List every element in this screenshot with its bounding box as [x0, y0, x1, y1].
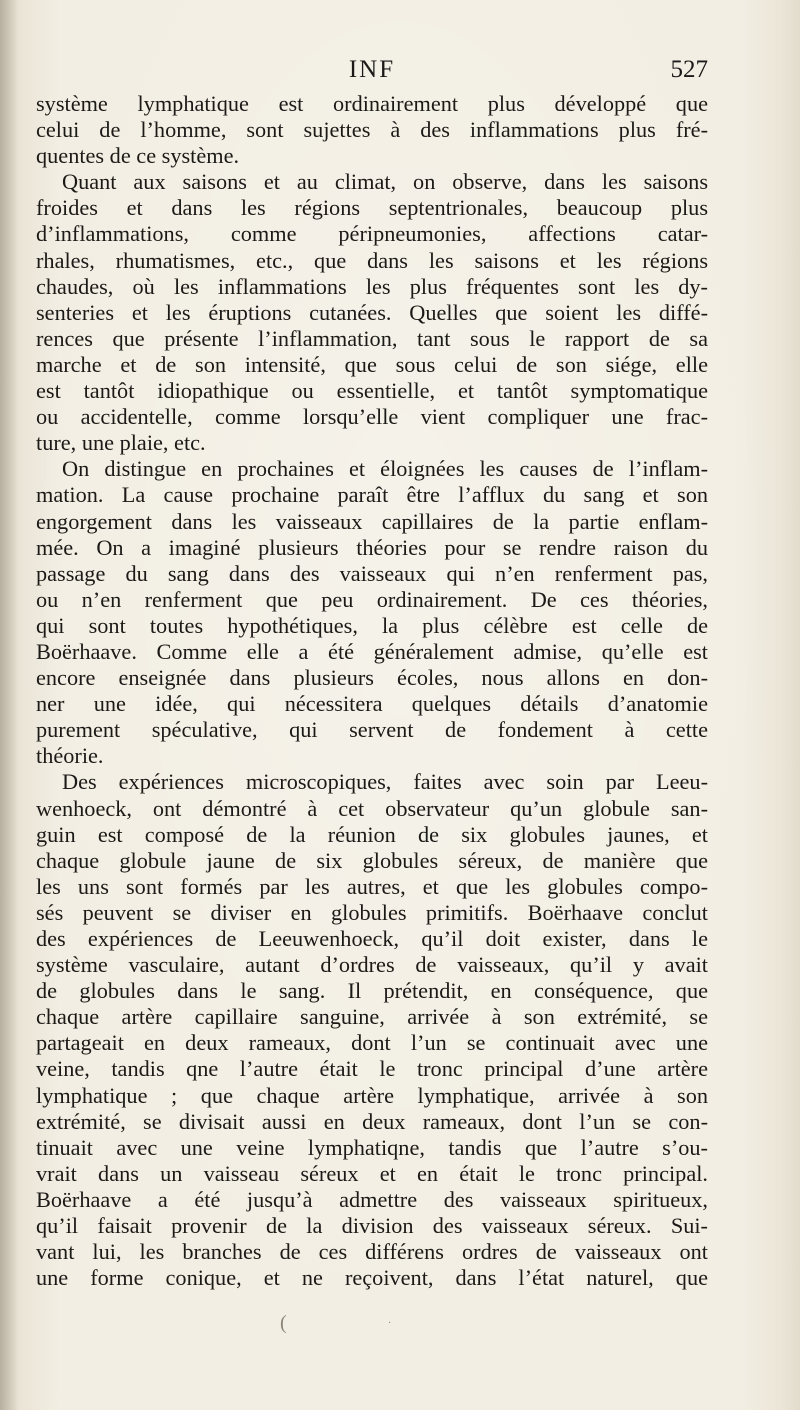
page-header	[36, 56, 708, 88]
body-text	[36, 91, 708, 1291]
text-line: purement spéculative, qui servent de fondement à cette	[36, 717, 708, 743]
text-line: guin est composé de la réunion de six globules jaunes, et	[36, 821, 708, 847]
text-line: wenhoeck, ont démontré à cet observateur qu’un globule san-	[36, 795, 708, 821]
text-line: est tantôt idiopathique ou essentielle, et tantôt symptomatique	[36, 378, 708, 404]
text-line: sés peuvent se diviser en globules primitifs. Boërhaave conclut	[36, 899, 708, 925]
text-line: système lymphatique est ordinairement plus développé que	[36, 91, 708, 116]
text-line: Boërhaave a été jusqu’à admettre des vaisseaux spiritueux,	[36, 1186, 708, 1212]
text-line: ou accidentelle, comme lorsqu’elle vient compliquer une frac-	[36, 404, 708, 430]
text-line: chaudes, où les inflammations les plus fréquentes sont les dy-	[36, 273, 708, 299]
text-line: vant lui, les branches de ces différens ordres de vaisseaux ont	[36, 1239, 708, 1265]
text-line: extrémité, se divisait aussi en deux rameaux, dont l’un se con-	[36, 1108, 708, 1134]
text-line: rhales, rhumatismes, etc., que dans les saisons et les régions	[36, 247, 708, 273]
text-line: Des expériences microscopiques, faites avec soin par Leeu-	[62, 769, 708, 795]
text-line: froides et dans les régions septentrionales, beaucoup plus	[36, 195, 708, 221]
text-line: tinuait avec une veine lymphatiqne, tandis que l’autre s’ou-	[36, 1134, 708, 1160]
text-line: quentes de ce système.	[36, 143, 240, 169]
text-line: chaque artère capillaire sanguine, arrivée à son extrémité, se	[36, 1004, 708, 1030]
binding-shadow	[0, 0, 18, 1410]
text-line: veine, tandis qne l’autre était le tronc principal d’une artère	[36, 1056, 708, 1082]
page-number: 527	[670, 56, 708, 83]
text-line: mation. La cause prochaine paraît être l’afflux du sang et son	[36, 482, 708, 508]
text-line: marche et de son intensité, que sous celui de son siége, elle	[36, 351, 708, 377]
text-line: une forme conique, et ne reçoivent, dans l’état naturel, que	[36, 1265, 708, 1291]
text-line: encore enseignée dans plusieurs écoles, nous allons en don-	[36, 665, 708, 691]
text-line: chaque globule jaune de six globules séreux, de manière que	[36, 847, 708, 873]
text-line: lymphatique ; que chaque artère lymphatique, arrivée à son	[36, 1082, 708, 1108]
text-line: d’inflammations, comme péripneumonies, affections catar-	[36, 221, 708, 247]
text-line: système vasculaire, autant d’ordres de vaisseaux, qu’il y avait	[36, 952, 708, 978]
text-line: ou n’en renferment que peu ordinairement. De ces théories,	[36, 586, 708, 612]
text-line: rences que présente l’inflammation, tant sous le rapport de sa	[36, 325, 708, 351]
text-line: de globules dans le sang. Il prétendit, en conséquence, que	[36, 978, 708, 1004]
text-line: Quant aux saisons et au climat, on observe, dans les saisons	[62, 169, 708, 195]
text-line: ner une idée, qui nécessitera quelques détails d’anatomie	[36, 691, 708, 717]
text-line: On distingue en prochaines et éloignées les causes de l’inflam-	[62, 456, 708, 482]
text-line: vrait dans un vaisseau séreux et en était le tronc principal.	[36, 1160, 708, 1186]
text-line: Boërhaave. Comme elle a été généralement admise, qu’elle est	[36, 638, 708, 664]
text-line: théorie.	[36, 743, 104, 769]
text-line: passage du sang dans des vaisseaux qui n’en renferment pas,	[36, 560, 708, 586]
text-line: mée. On a imaginé plusieurs théories pour se rendre raison du	[36, 534, 708, 560]
text-line: qui sont toutes hypothétiques, la plus célèbre est celle de	[36, 612, 708, 638]
text-line: qu’il faisait provenir de la division des vaisseaux séreux. Sui-	[36, 1213, 708, 1239]
text-line: partageait en deux rameaux, dont l’un se continuait avec une	[36, 1030, 708, 1056]
text-line: des expériences de Leeuwenhoeck, qu’il doit exister, dans le	[36, 926, 708, 951]
text-line: senteries et les éruptions cutanées. Quelles que soient les diffé-	[36, 299, 708, 325]
paper-mark: (	[280, 1312, 287, 1334]
running-head: INF	[348, 56, 396, 83]
text-line: celui de l’homme, sont sujettes à des inflammations plus fré-	[36, 117, 708, 143]
text-line: engorgement dans les vaisseaux capillaires de la partie enflam-	[36, 508, 708, 534]
text-line: les uns sont formés par les autres, et que les globules compo-	[36, 873, 708, 899]
text-line: ture, une plaie, etc.	[36, 430, 206, 456]
paper-mark: ·	[388, 1318, 392, 1329]
